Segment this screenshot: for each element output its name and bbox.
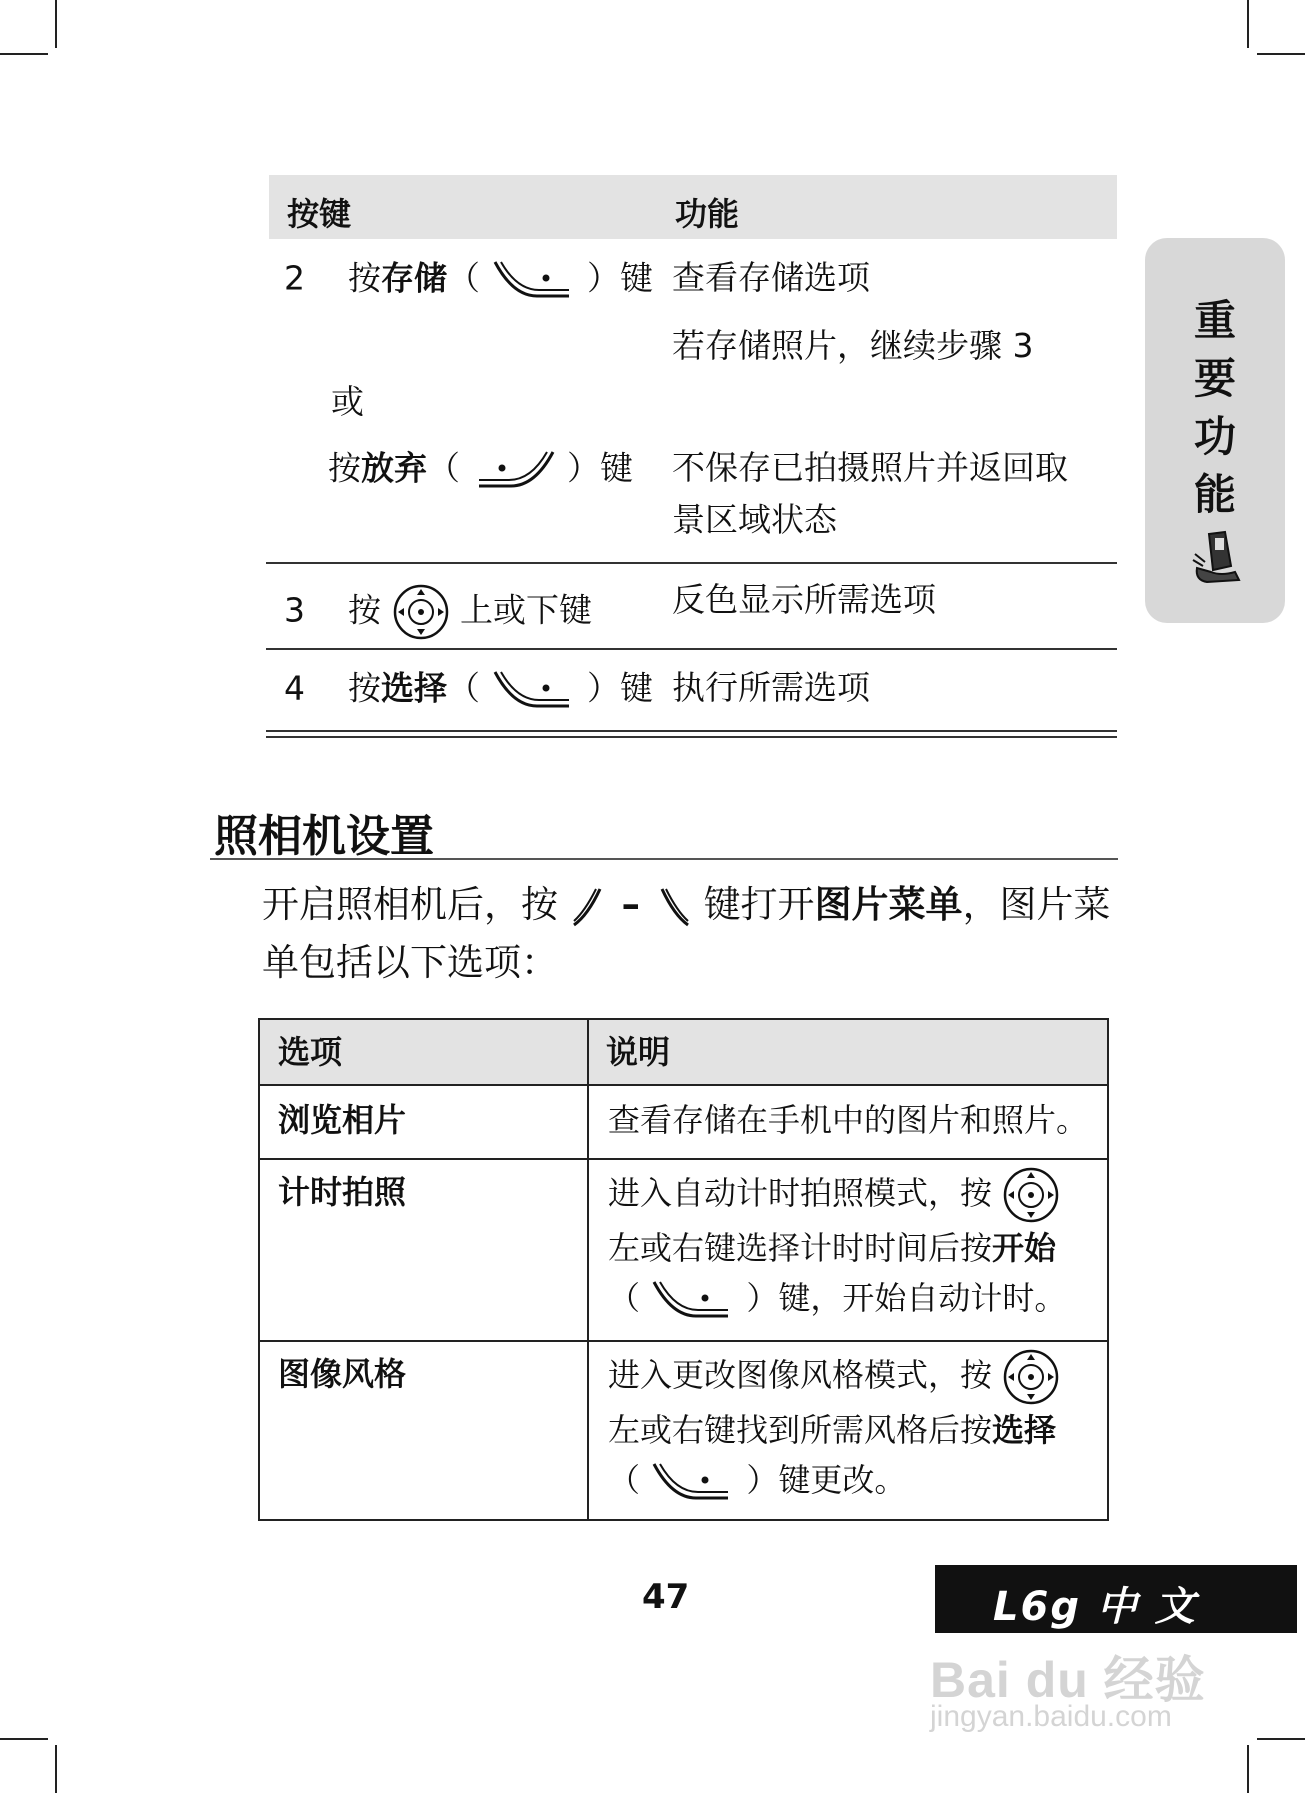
nav-key-icon — [1002, 1166, 1060, 1224]
option-desc-line: 左或右键找到所需风格后按选择 — [608, 1411, 1057, 1449]
options-table-header — [260, 1020, 1107, 1086]
option-desc-line: （ ）键，开始自动计时。 — [608, 1272, 1066, 1324]
step-3-function: 反色显示所需选项 — [672, 580, 936, 619]
crop-mark — [55, 0, 57, 48]
page-number: 47 — [642, 1577, 690, 1617]
option-desc-line: 进入自动计时拍照模式，按 — [608, 1166, 1060, 1224]
select-label: 选择 — [381, 668, 447, 708]
header-option: 选项 — [278, 1033, 343, 1071]
right-soft-key-icon — [491, 668, 577, 712]
step-2-function: 查看存储选项 — [672, 258, 870, 297]
option-desc: 查看存储在手机中的图片和照片。 — [608, 1101, 1089, 1139]
crop-mark — [0, 53, 48, 55]
step-number: 2 — [284, 258, 305, 298]
or-label: 或 — [331, 382, 364, 421]
step-2-alt-function-cont: 景区域状态 — [672, 500, 837, 539]
step-number: 3 — [284, 590, 305, 630]
step-4-key: 4 按选择（ ）键 — [284, 668, 653, 712]
store-label: 存储 — [381, 258, 447, 298]
nav-key-icon — [1002, 1348, 1060, 1406]
camera-phone-icon — [1191, 530, 1243, 586]
option-desc-line: 左或右键选择计时时间后按开始 — [608, 1229, 1057, 1267]
side-tab-char: 能 — [1193, 470, 1236, 519]
step-3-key: 3 按 上或下键 — [284, 583, 592, 641]
left-soft-key-icon — [471, 448, 557, 492]
right-soft-key-icon — [650, 1278, 736, 1322]
picture-menu-label: 图片菜单 — [814, 883, 963, 926]
option-browse-photos: 浏览相片 — [278, 1101, 407, 1139]
row-divider — [260, 1340, 1107, 1342]
section-title: 照相机设置 — [214, 811, 434, 862]
step-4-function: 执行所需选项 — [672, 668, 870, 707]
option-desc-line: 进入更改图像风格模式，按 — [608, 1348, 1060, 1406]
row-divider — [266, 562, 1117, 564]
crop-mark — [1257, 1738, 1305, 1740]
watermark-logo: Bai du 经验 — [930, 1652, 1206, 1708]
row-divider — [260, 1158, 1107, 1160]
step-number: 4 — [284, 668, 305, 708]
column-divider — [587, 1020, 589, 1519]
header-key: 按键 — [287, 195, 352, 233]
crop-mark — [1247, 0, 1249, 48]
crop-mark — [0, 1738, 48, 1740]
step-2-alt-key: 按放弃（ ）键 — [328, 448, 633, 492]
side-tab-char: 功 — [1193, 412, 1236, 461]
right-soft-key-icon — [491, 258, 577, 302]
step-2-function-note: 若存储照片，继续步骤 3 — [672, 326, 1034, 365]
intro-line-1: 开启照相机后，按 – 键打开图片菜单，图片菜 — [262, 880, 1111, 930]
intro-line-2: 单包括以下选项： — [262, 941, 558, 984]
row-divider — [266, 648, 1117, 650]
right-soft-key-stroke-icon — [658, 885, 692, 929]
right-soft-key-icon — [650, 1460, 736, 1504]
side-tab-char: 重 — [1193, 296, 1236, 345]
crop-mark — [1247, 1745, 1249, 1793]
nav-key-icon — [392, 583, 450, 641]
side-tab-char: 要 — [1193, 354, 1236, 403]
option-desc-line: （ ）键更改。 — [608, 1454, 906, 1506]
crop-mark — [55, 1745, 57, 1793]
model-label-bar — [935, 1565, 1297, 1633]
step-2-key: 2 按存储（ ）键 — [284, 258, 653, 302]
section-rule — [210, 858, 1118, 860]
table-end-rule — [266, 730, 1117, 732]
header-desc: 说明 — [606, 1033, 671, 1071]
crop-mark — [1257, 53, 1305, 55]
header-function: 功能 — [675, 195, 740, 233]
step-2-alt-function: 不保存已拍摄照片并返回取 — [672, 448, 1068, 487]
table-end-rule — [266, 736, 1117, 738]
keys-table-header — [269, 175, 1117, 239]
option-image-style: 图像风格 — [278, 1355, 407, 1393]
watermark-url: jingyan.baidu.com — [930, 1700, 1172, 1733]
left-soft-key-stroke-icon — [570, 885, 604, 929]
discard-label: 放弃 — [361, 448, 427, 488]
options-table — [258, 1018, 1109, 1521]
chapter-side-tab — [1145, 238, 1285, 623]
option-timer-photo: 计时拍照 — [278, 1173, 407, 1211]
model-label: L6g 中 文 — [993, 1584, 1197, 1630]
